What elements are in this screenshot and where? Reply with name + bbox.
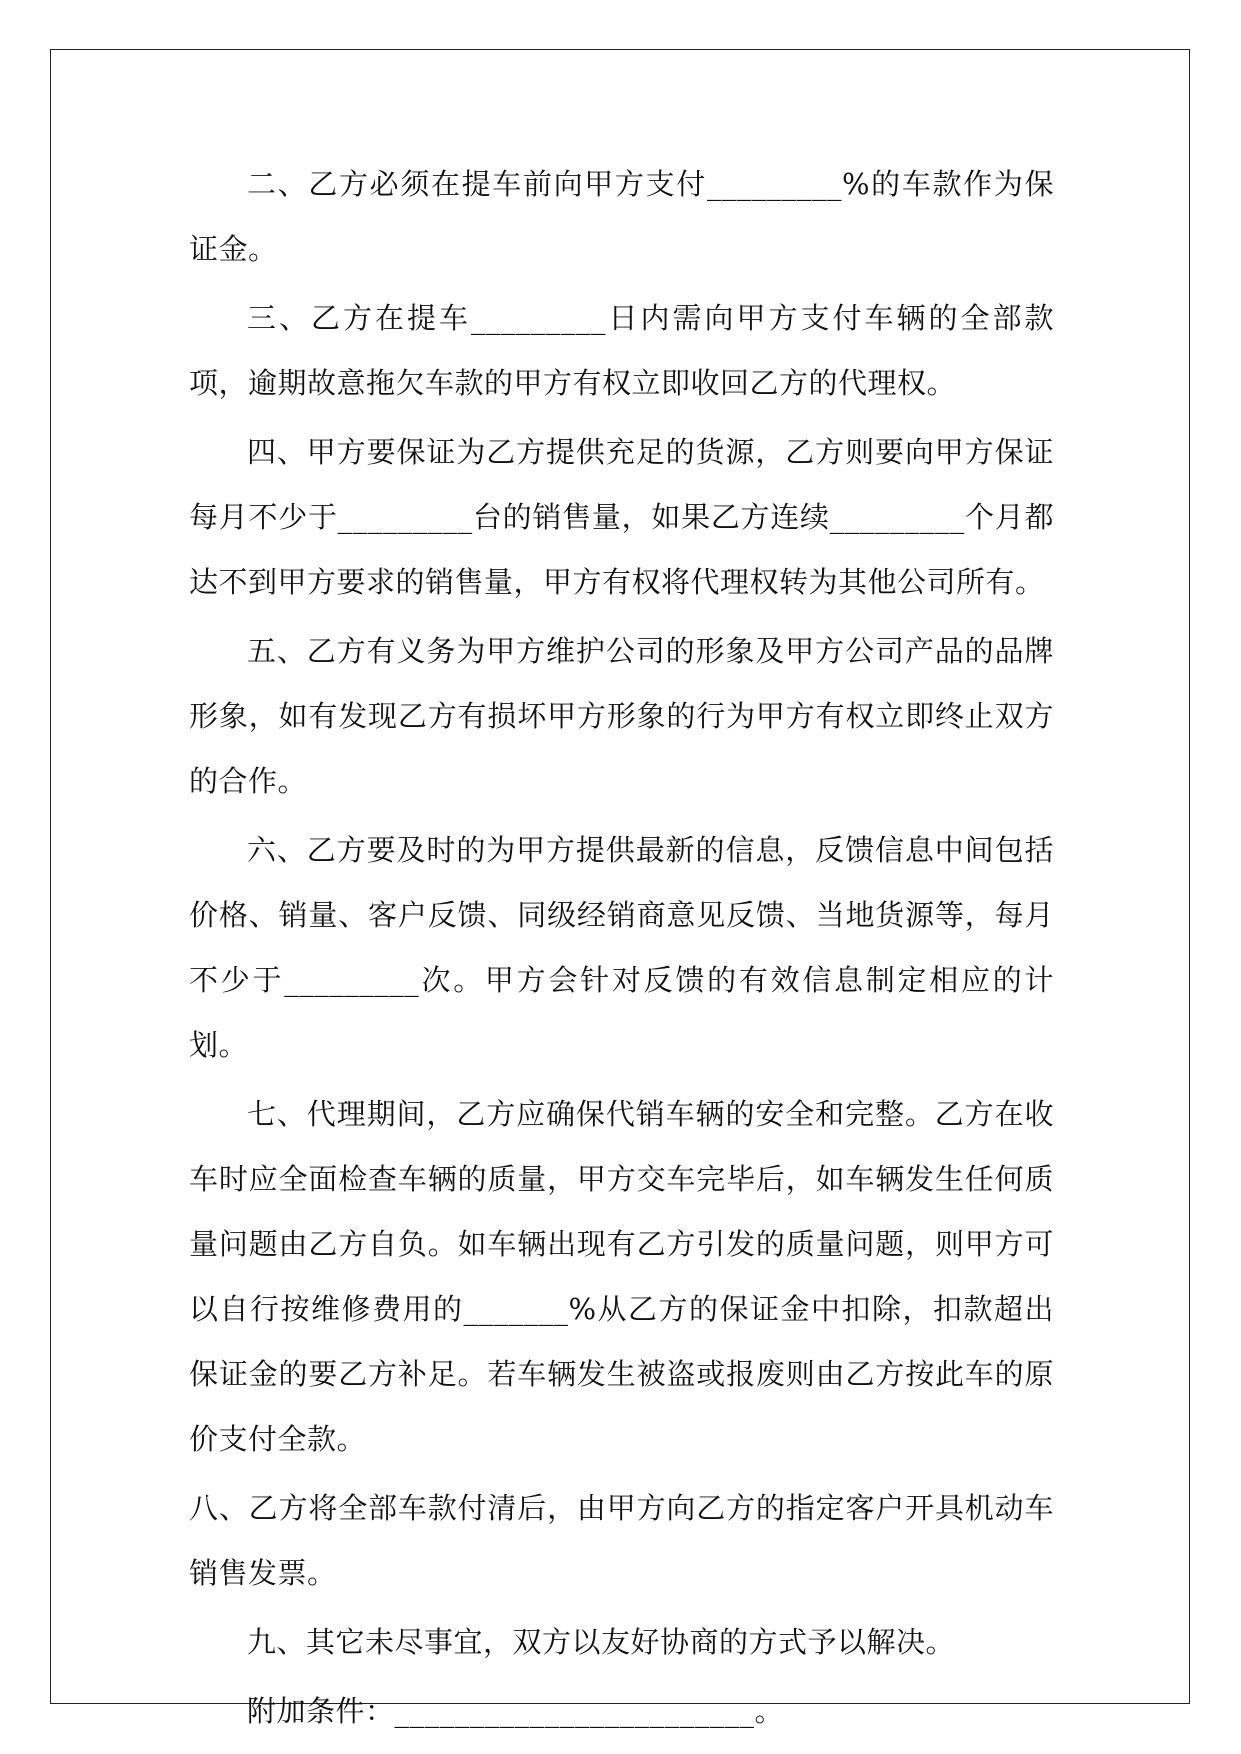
clause-8-sales-invoice: 八、乙方将全部车款付清后，由甲方向乙方的指定客户开具机动车销售发票。 bbox=[189, 1491, 1054, 1590]
document-body bbox=[189, 152, 1054, 1748]
clause-5-brand-image: 五、乙方有义务为甲方维护公司的形象及甲方公司产品的品牌形象，如有发现乙方有损坏甲方形象的行为甲方有权立即终止双方的合作。 bbox=[189, 634, 1054, 798]
clause-6-information-feedback: 六、乙方要及时的为甲方提供最新的信息，反馈信息中间包括价格、销量、客户反馈、同级经销商意见反馈、当地货源等，每月不少于_________次。甲方会针对反馈的有效信息制定相应的计划。 bbox=[189, 833, 1054, 1062]
clause-7-vehicle-safety: 七、代理期间，乙方应确保代销车辆的安全和完整。乙方在收车时应全面检查车辆的质量，甲方交车完毕后，如车辆发生任何质量问题由乙方自负。如车辆出现有乙方引发的质量问题，则甲方可以自行按维修费用的_______%从乙方的保证金中扣除，扣款超出保证金的要乙方补足。若车辆发生被盗或报废则由乙方按此车的原价支付全款。 bbox=[189, 1097, 1054, 1456]
clause-2-deposit: 二、乙方必须在提车前向甲方支付_________%的车款作为保证金。 bbox=[189, 167, 1054, 266]
clause-3-payment-deadline: 三、乙方在提车_________日内需向甲方支付车辆的全部款项，逾期故意拖欠车款的甲方有权立即收回乙方的代理权。 bbox=[189, 301, 1054, 400]
clause-9-other-matters: 九、其它未尽事宜，双方以友好协商的方式予以解决。 bbox=[247, 1625, 956, 1659]
additional-conditions: 附加条件：________________________。 bbox=[247, 1694, 785, 1728]
clause-4-supply-and-sales-volume: 四、甲方要保证为乙方提供充足的货源，乙方则要向甲方保证每月不少于_________台的销售量，如果乙方连续_________个月都达不到甲方要求的销售量，甲方有权将代理权转为其他公司所有。 bbox=[189, 435, 1054, 599]
